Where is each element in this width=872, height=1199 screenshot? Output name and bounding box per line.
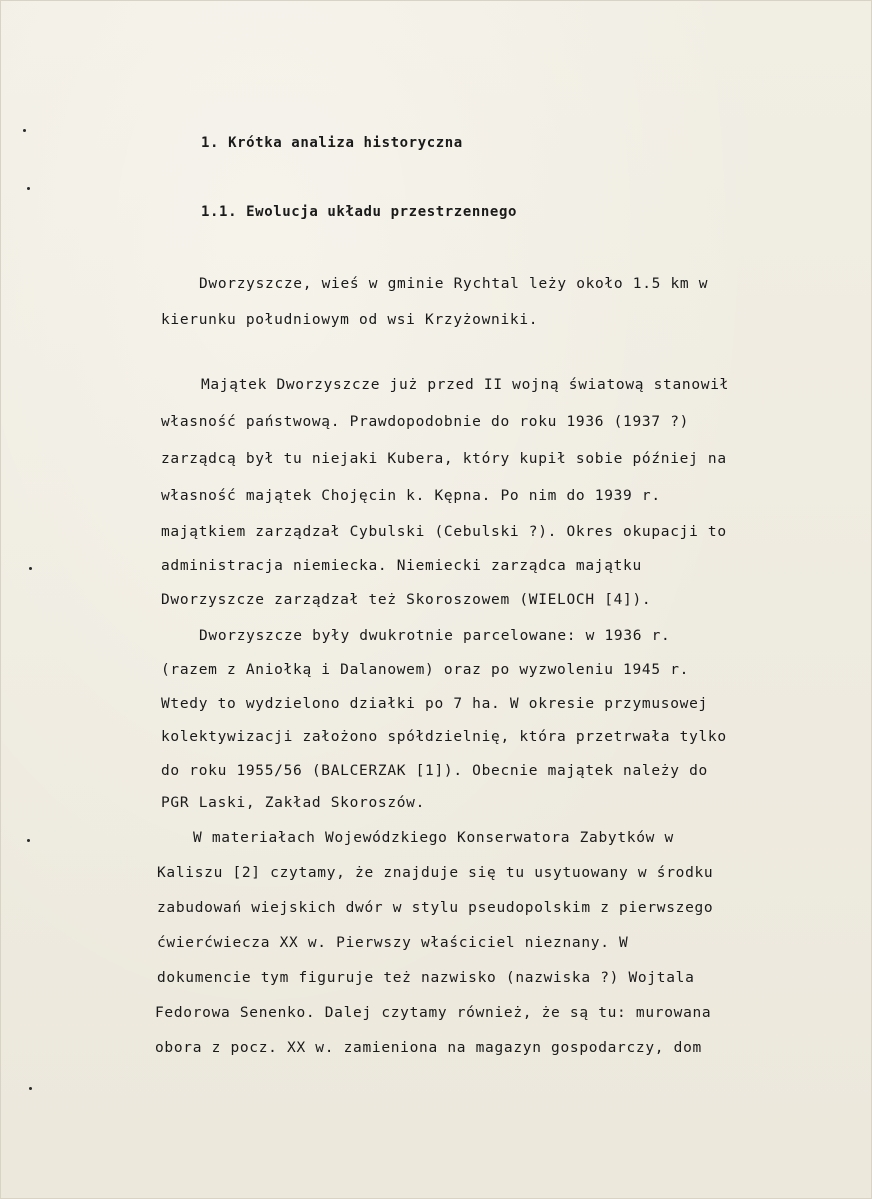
text-line: Dworzyszcze zarządzał też Skoroszowem (WIELOCH [4]). bbox=[161, 592, 652, 608]
text-line: Fedorowa Senenko. Dalej czytamy również, że są tu: murowana bbox=[155, 1005, 712, 1021]
text-line: obora z pocz. XX w. zamieniona na magazyn gospodarczy, dom bbox=[155, 1040, 702, 1056]
text-line: W materiałach Wojewódzkiego Konserwatora Zabytków w bbox=[193, 830, 674, 846]
text-line: kierunku południowym od wsi Krzyżowniki. bbox=[161, 312, 539, 328]
text-line: Kaliszu [2] czytamy, że znajduje się tu usytuowany w środku bbox=[157, 865, 714, 881]
section-heading: 1. Krótka analiza historyczna bbox=[201, 135, 463, 151]
text-line: do roku 1955/56 (BALCERZAK [1]). Obecnie majątek należy do bbox=[161, 763, 708, 779]
text-line: własność majątek Chojęcin k. Kępna. Po nim do 1939 r. bbox=[161, 488, 661, 504]
subsection-heading: 1.1. Ewolucja układu przestrzennego bbox=[201, 204, 518, 220]
scan-speck bbox=[23, 129, 26, 132]
scan-speck bbox=[29, 567, 32, 570]
scan-speck bbox=[27, 187, 30, 190]
text-line: własność państwową. Prawdopodobnie do roku 1936 (1937 ?) bbox=[161, 414, 690, 430]
text-line: zabudowań wiejskich dwór w stylu pseudopolskim z pierwszego bbox=[157, 900, 714, 916]
text-line: (razem z Aniołką i Dalanowem) oraz po wyzwoleniu 1945 r. bbox=[161, 662, 690, 678]
text-line: majątkiem zarządzał Cybulski (Cebulski ?). Okres okupacji to bbox=[161, 524, 727, 540]
scan-speck bbox=[27, 839, 30, 842]
text-line: Majątek Dworzyszcze już przed II wojną światową stanowił bbox=[201, 377, 730, 393]
text-line: PGR Laski, Zakład Skoroszów. bbox=[161, 795, 426, 811]
scan-speck bbox=[29, 1087, 32, 1090]
text-line: ćwierćwiecza XX w. Pierwszy właściciel nieznany. W bbox=[157, 935, 629, 951]
text-line: Dworzyszcze były dwukrotnie parcelowane: w 1936 r. bbox=[199, 628, 671, 644]
text-line: administracja niemiecka. Niemiecki zarządca majątku bbox=[161, 558, 642, 574]
text-line: Dworzyszcze, wieś w gminie Rychtal leży około 1.5 km w bbox=[199, 276, 709, 292]
text-line: zarządcą był tu niejaki Kubera, który kupił sobie później na bbox=[161, 451, 727, 467]
text-line: kolektywizacji założono spółdzielnię, która przetrwała tylko bbox=[161, 729, 727, 745]
text-line: Wtedy to wydzielono działki po 7 ha. W okresie przymusowej bbox=[161, 696, 708, 712]
text-line: dokumencie tym figuruje też nazwisko (nazwiska ?) Wojtala bbox=[157, 970, 695, 986]
